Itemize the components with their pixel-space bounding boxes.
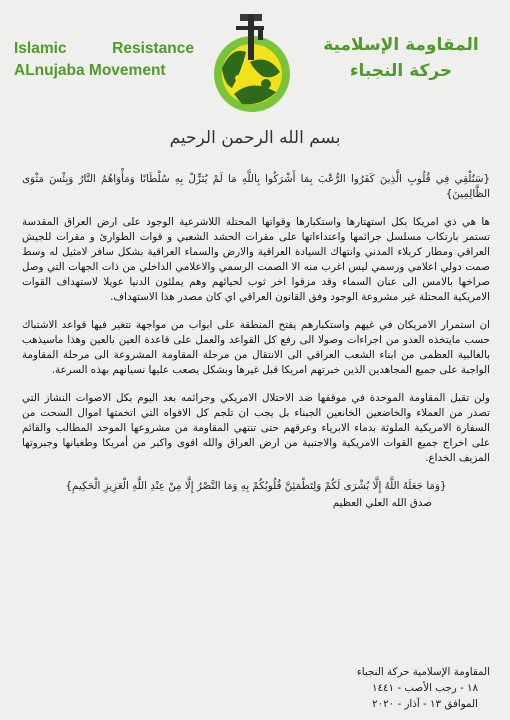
- arabic-movement-title: حركة النجباء: [349, 61, 453, 81]
- nujaba-emblem-icon: [202, 8, 294, 118]
- closing-verse: {وَمَا جَعَلَهُ اللَّهُ إِلَّا بُشْرَى لَكُمْ وَلِتَطْمَئِنَّ قُلُوبُكُمْ بِهِ وَمَا النَّصْرُ إِلَّا مِنْ عِنْدِ اللَّهِ الْعَزِيزِ الْحَكِيمِ}: [65, 480, 447, 492]
- letterhead: [0, 0, 510, 120]
- opening-verse: {سَنُلْقِي فِي قُلُوبِ الَّذِينَ كَفَرُوا الرُّعْبَ بِمَا أَشْرَكُوا بِاللَّهِ مَا لَمْ يُنَزِّلْ بِهِ سُلْطَانًا وَمَأْوَاهُمُ النَّارُ وَبِئْسَ مَثْوَى الظَّالِمِينَ}: [22, 173, 490, 200]
- signature-org: المقاومة الإسلامية حركة النجباء: [356, 666, 490, 678]
- signature-block: [270, 664, 490, 712]
- english-movement-name: ALnujaba Movement: [14, 62, 166, 79]
- paragraph-2: ان استمرار الامريكان في غيهم واستكبارهم يفتح المنطقة على ابواب من مواجهة تتغير فيها قواعد الاشتباك حسب مايتخذه العدو من اجراءات وصولا الى رفع كل القواعد والعمل على قاعدة العين بالعين وهذا ماسيذهب بالغالبية العظمى من ابناء الشعب العراقي الى الانتقال من مرحلة المقاومة المشروعة الى مرحلة المقاومة الواجبة على جميع المجاهدين الذين خبرتهم امريكا قبل غيرها وبشكل يصعب عليها نسيانهم بهذه السرعة.: [22, 319, 490, 376]
- english-word-islamic: Islamic: [14, 40, 67, 57]
- basmala: بسم الله الرحمن الرحيم: [169, 128, 341, 148]
- english-org-name: [14, 38, 194, 82]
- sadaqa-line: صدق الله العلي العظيم: [332, 497, 432, 509]
- english-word-resistance: Resistance: [112, 40, 194, 57]
- signature-date-hijri: ١٨ - رجب الأصب - ١٤٤١: [371, 682, 478, 694]
- signature-date-gregorian: الموافق ١٣ - آذار - ٢٠٢٠: [372, 698, 478, 710]
- statement-body: [22, 172, 490, 517]
- arabic-org-name: [306, 32, 496, 84]
- paragraph-3: ولن تقبل المقاومة الموحدة في موقفها ضد الاحتلال الامريكي وجرائمه بعد اليوم بكل الاصوات النشاز التي تصدر من العملاء والخاضعين الخانعين الجبناء بل يجب ان تلجم كل الافواه التي اتخمتها اموال السحت من السفارة الامريكية الملوثة بدماء الابرياء وعرقهم حتى تنتهي المقاومة من مشروعها الموحد المطالب والقائم على اخراج جميع القوات الامريكية والاجنبية من ارض العراق والله اقوى واكبر من أمريكا وطغيانها وجبروتها المزيف الخداع.: [22, 392, 490, 464]
- arabic-resistance-title: المقاومة الإسلامية: [323, 35, 479, 55]
- paragraph-1: ها هي ذي امريكا بكل استهتارها واستكبارها وقواتها المحتلة اللاشرعية الوجود على ارض العراق المقدسة تستمر بارتكاب مسلسل جرائمها واعتداءاتها على مقرات الحشد الشعبي و قوات الطوارئ و مقرات للجيش العراقي ومطار كربلاء المدني وانتهاك السيادة العراقية والارض والسماء العراقية بشكل سافر لامثيل له وسط صمت دولي اعلامي ورسمي ليس اغرب منه الا الصمت الرسمي والاعلامي الداخلي من ذات الجهات التي وصل صراخها بالامس الى عنان السماء وقد مزقوا اخر ثوب لحيائهم وهم يملئون الدنيا عويلا لاستهداف القوات الامريكية المحتلة غير مشروعة الوجود وفق القانون العراقي اي كان مصدر هذا الاستهداف.: [22, 216, 490, 303]
